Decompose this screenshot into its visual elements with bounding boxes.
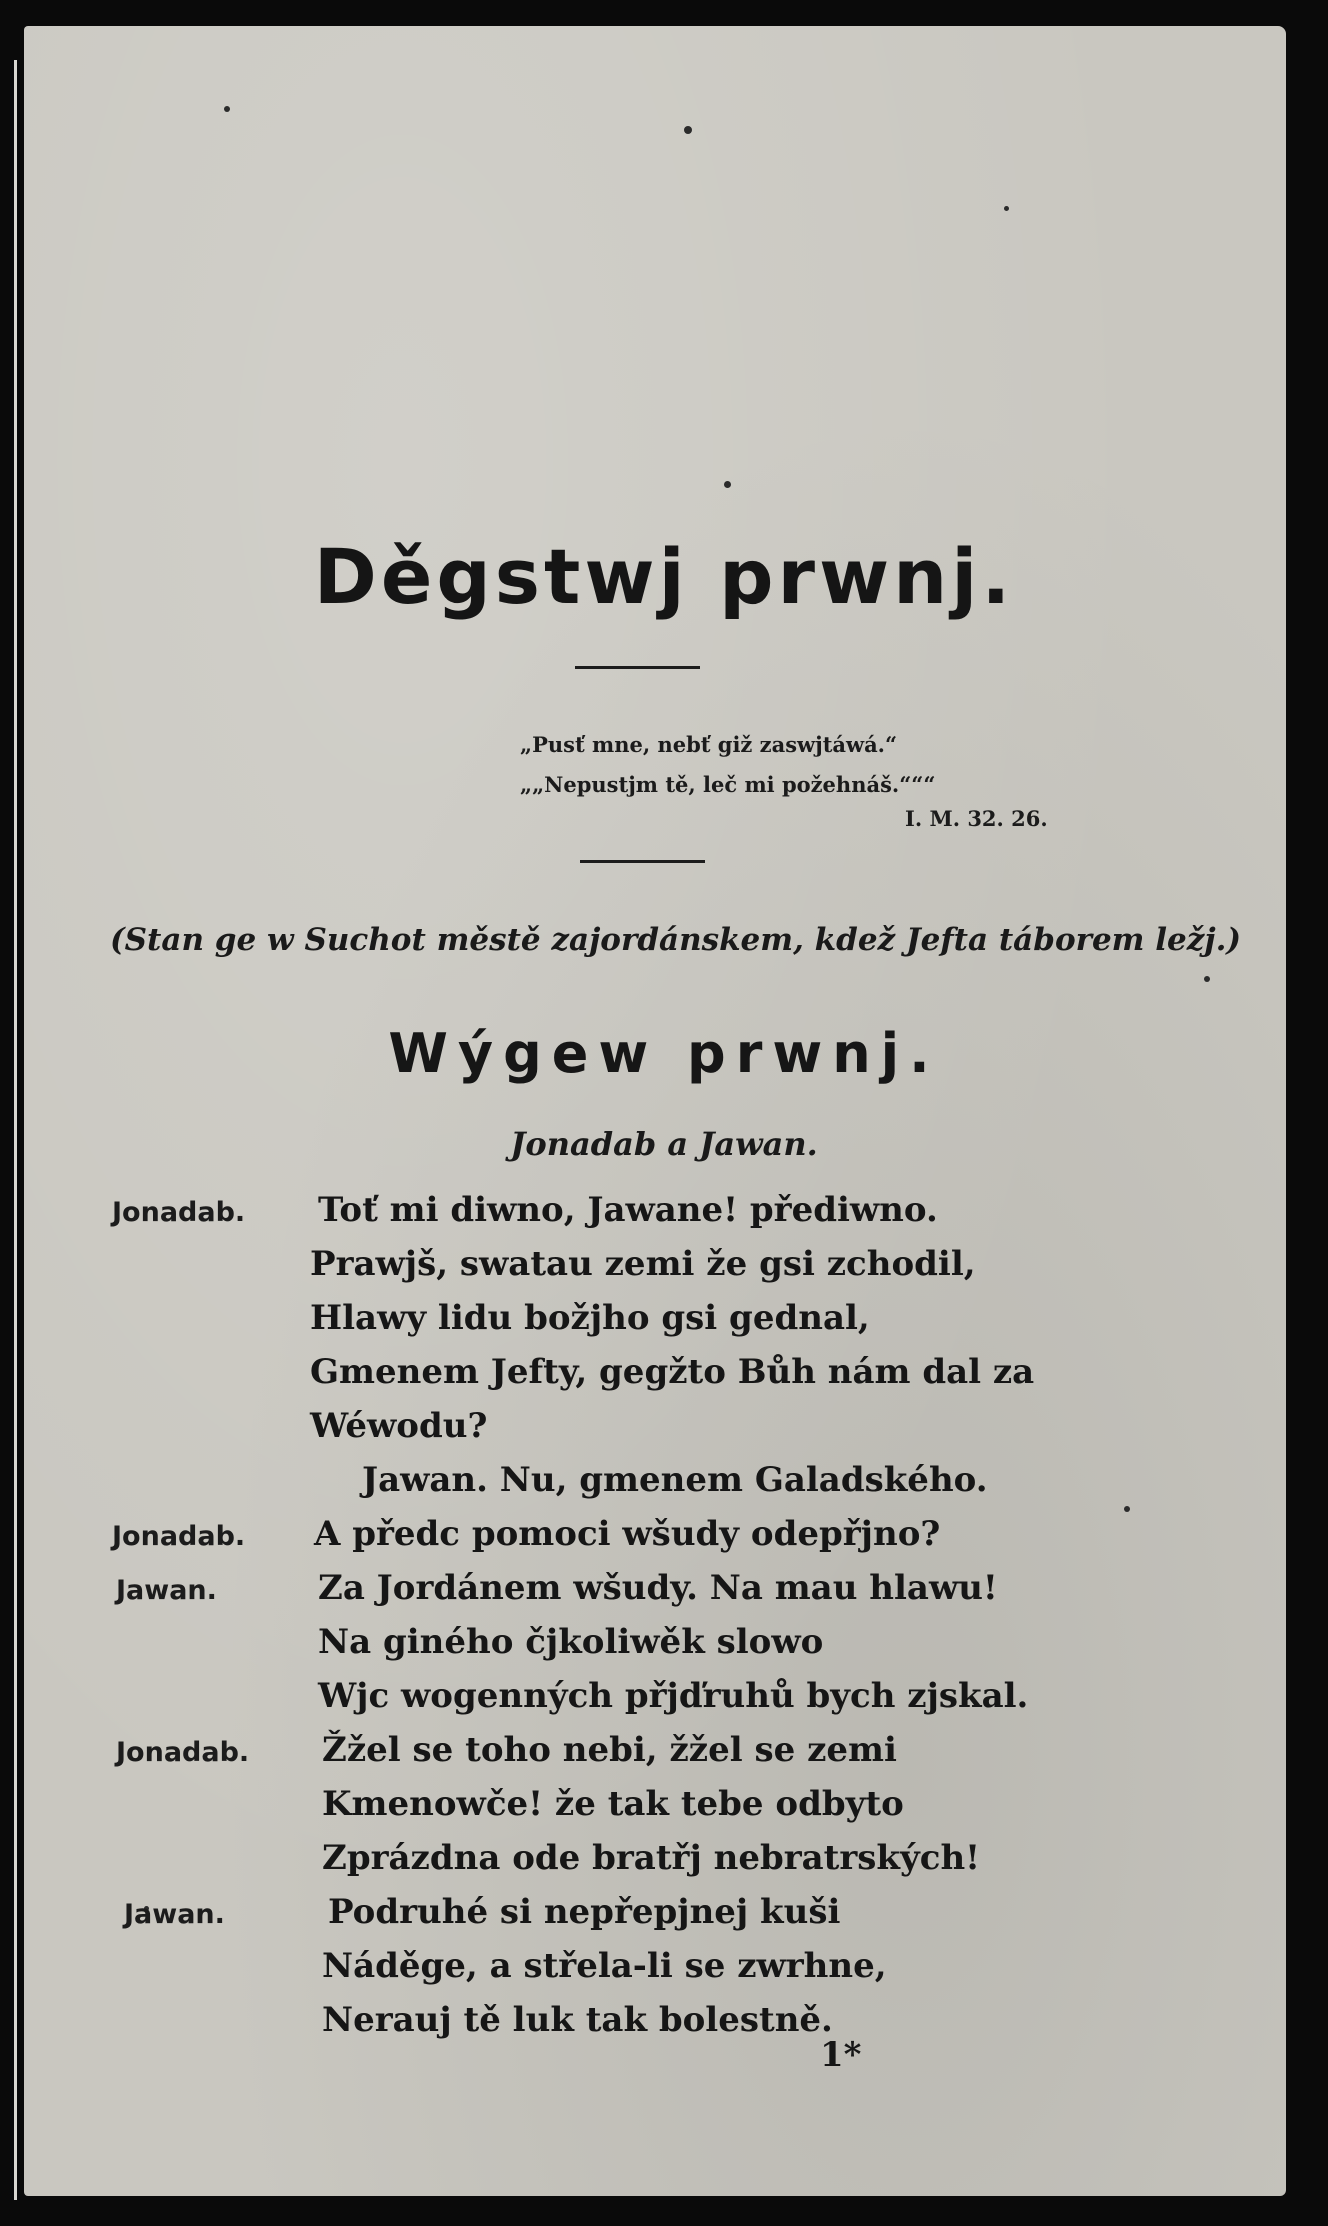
verse-line: Náděge, a střela-li se zwrhne, [322, 1946, 887, 1986]
verse-line: Na giného čjkoliwěk slowo [318, 1622, 824, 1662]
scene-persons: Jonadab a Jawan. [510, 1125, 818, 1163]
epigraph-reference: I. M. 32. 26. [905, 806, 1048, 831]
verse-line: Za Jordánem wšudy. Na mau hlawu! [318, 1568, 998, 1608]
title-divider [575, 666, 700, 669]
verse-line: Wjc wogenných přjďruhů bych zjskal. [318, 1676, 1029, 1716]
verse-line: Prawjš, swatau zemi že gsi zchodil, [310, 1244, 976, 1284]
epigraph-divider [580, 860, 705, 863]
verse-line: Wéwodu? [310, 1406, 488, 1446]
act-title: Děgstwj prwnj. [313, 532, 1015, 621]
verse-line: Toť mi diwno, Jawane! přediwno. [318, 1190, 938, 1230]
ink-speck [224, 106, 230, 112]
verse-line: Žžel se toho nebi, žžel se zemi [322, 1730, 897, 1770]
stage-direction: (Stan ge w Suchot městě zajordánskem, kdež Jefta táborem ležj.) [110, 922, 1242, 958]
signature-mark: 1* [820, 2035, 862, 2075]
verse-line: Kmenowče! že tak tebe odbyto [322, 1784, 904, 1824]
verse-line: Zprázdna ode bratřj nebratrských! [322, 1838, 981, 1878]
verse-line: Gmenem Jefty, gegžto Bůh nám dal za [310, 1352, 1035, 1392]
ink-speck [684, 126, 692, 134]
speaker-label: Jawan. [116, 1575, 217, 1606]
ink-speck [1124, 1506, 1130, 1512]
speaker-label: Jonadab. [116, 1737, 250, 1768]
verse-line: Jawan. Nu, gmenem Galadského. [362, 1460, 988, 1500]
ink-speck [1204, 976, 1210, 982]
speaker-label: Jonadab. [112, 1521, 246, 1552]
scene-title: Wýgew prwnj. [388, 1022, 940, 1085]
speaker-label: Jonadab. [112, 1197, 246, 1228]
verse-line: Nerauj tě luk tak bolestně. [322, 2000, 833, 2040]
verse-line: A předc pomoci wšudy odepřjno? [314, 1514, 941, 1554]
verse-line: Podruhé si nepřepjnej kuši [328, 1892, 841, 1932]
epigraph-line-2: „„Nepustjm tě, leč mi požehnáš.“““ [520, 772, 936, 797]
verse-line: Hlawy lidu božjho gsi gednal, [310, 1298, 870, 1338]
epigraph-line-1: „Pusť mne, nebť giž zaswjtáwá.“ [520, 732, 898, 757]
ink-speck [724, 481, 731, 488]
ink-speck [1004, 206, 1009, 211]
speaker-label: Jawan. [124, 1899, 225, 1930]
